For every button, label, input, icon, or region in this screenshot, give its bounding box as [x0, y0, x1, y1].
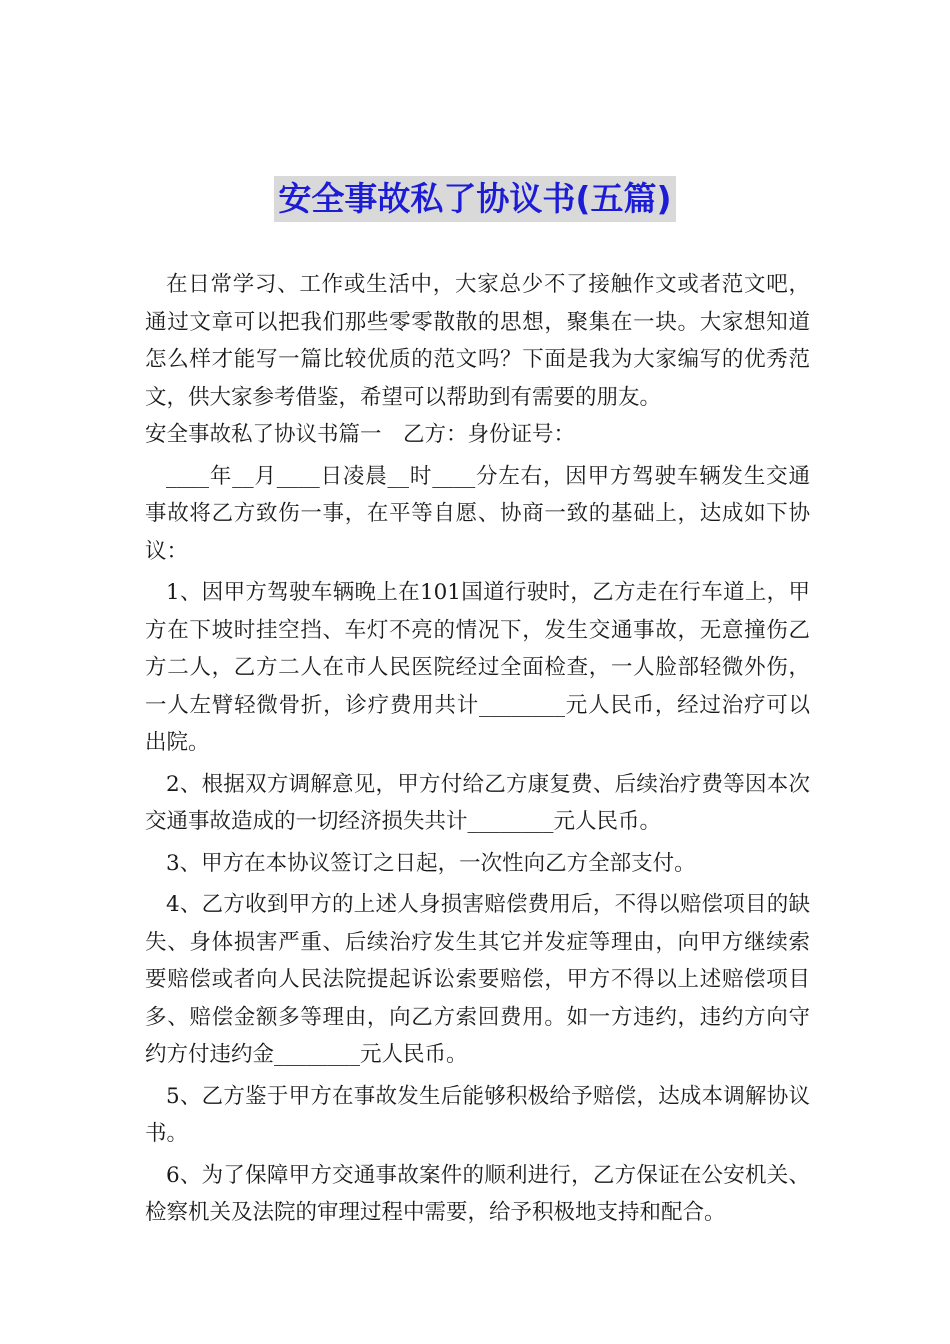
- clause-6: 6、为了保障甲方交通事故案件的顺利进行，乙方保证在公安机关、检察机关及法院的审理过程中需要，给予积极地支持和配合。: [145, 1162, 810, 1225]
- section-heading: 安全事故私了协议书篇一 乙方：身份证号：: [145, 422, 576, 447]
- date-paragraph: ____年__月____日凌晨__时____分左右，因甲方驾驶车辆发生交通事故将乙方致伤一事，在平等自愿、协商一致的基础上，达成如下协议：: [145, 463, 810, 564]
- clause-4: 4、乙方收到甲方的上述人身损害赔偿费用后，不得以赔偿项目的缺失、身体损害严重、后续治疗发生其它并发症等理由，向甲方继续索要赔偿或者向人民法院提起诉讼索要赔偿，甲方不得以上述赔偿项目多、赔偿金额多等理由，向乙方索回费用。如一方违约，违约方向守约方付违约金________元人民币。: [145, 892, 810, 1067]
- clause-3: 3、甲方在本协议签订之日起，一次性向乙方全部支付。: [166, 850, 696, 876]
- intro-paragraph: 在日常学习、工作或生活中，大家总少不了接触作文或者范文吧，通过文章可以把我们那些零零散散的思想，聚集在一块。大家想知道怎么样才能写一篇比较优质的范文吗？下面是我为大家编写的优秀范文，供大家参考借鉴，希望可以帮助到有需要的朋友。: [145, 272, 810, 410]
- title-container: [0, 176, 950, 222]
- clause-5: 5、乙方鉴于甲方在事故发生后能够积极给予赔偿，达成本调解协议书。: [145, 1083, 810, 1146]
- document-title: 安全事故私了协议书(五篇): [274, 176, 675, 222]
- clause-2: 2、根据双方调解意见，甲方付给乙方康复费、后续治疗费等因本次交通事故造成的一切经济损失共计________元人民币。: [145, 771, 810, 834]
- document-body: [145, 266, 810, 1232]
- clause-1: 1、因甲方驾驶车辆晚上在101国道行驶时，乙方走在行车道上，甲方在下坡时挂空挡、车灯不亮的情况下，发生交通事故，无意撞伤乙方二人，乙方二人在市人民医院经过全面检查，一人脸部轻微外伤，一人左臂轻微骨折，诊疗费用共计________元人民币，经过治疗可以出院。: [145, 580, 810, 755]
